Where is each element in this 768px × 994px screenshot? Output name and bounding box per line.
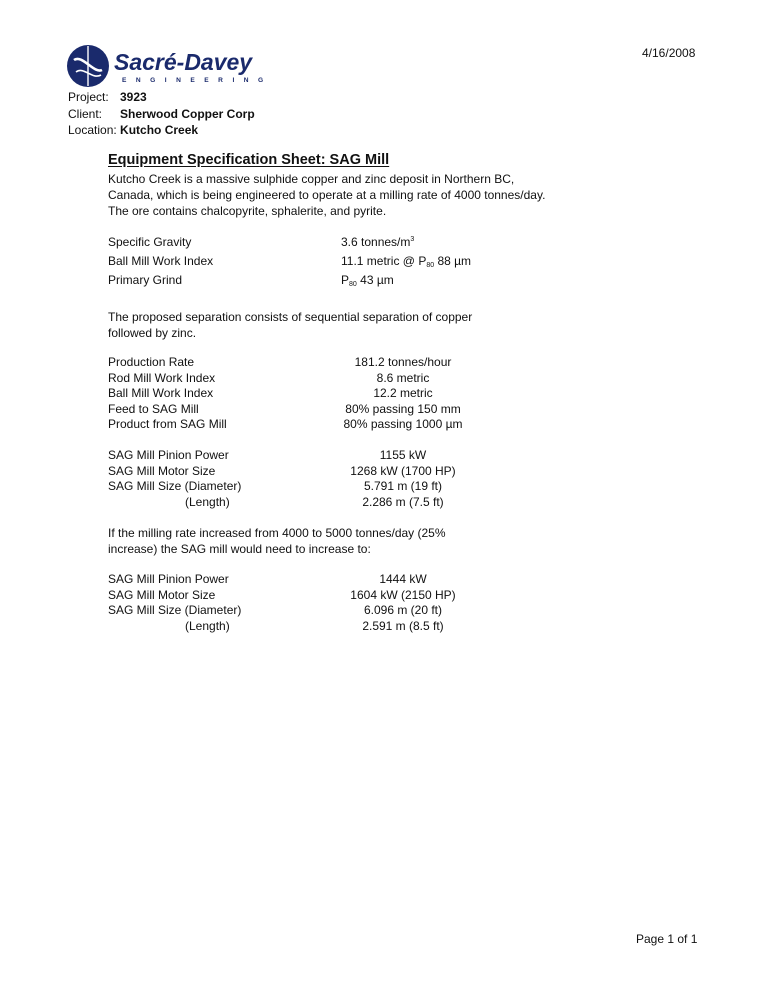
- meta-label: Project:: [68, 90, 109, 104]
- row-label: Feed to SAG Mill: [108, 401, 199, 416]
- table-row: [108, 402, 568, 418]
- row-value: 80% passing 150 mm: [345, 401, 461, 416]
- row-label: Rod Mill Work Index: [108, 370, 216, 385]
- row-value: 2.591 m (8.5 ft): [362, 618, 444, 633]
- meta-label: Location:: [68, 123, 117, 137]
- row-value: 181.2 tonnes/hour: [354, 355, 452, 369]
- row-value: 6.096 m (20 ft): [363, 603, 443, 617]
- intro-line: The ore contains chalcopyrite, sphalerite, and pyrite.: [108, 204, 387, 218]
- increase-line: increase) the SAG mill would need to increase to:: [108, 542, 371, 556]
- meta-client: [68, 106, 255, 123]
- row-label: Product from SAG Mill: [108, 417, 227, 431]
- ore-properties: [108, 235, 568, 292]
- row-value: 5.791 m (19 ft): [363, 479, 443, 493]
- row-value: 2.286 m (7.5 ft): [362, 494, 444, 509]
- table-row: [108, 603, 568, 619]
- row-label: SAG Mill Motor Size: [108, 587, 216, 602]
- meta-value: Sherwood Copper Corp: [120, 106, 255, 121]
- logo-wordmark: Sacré-Davey: [114, 49, 253, 75]
- meta-value: 3923: [120, 90, 147, 104]
- table-row: [108, 417, 568, 433]
- row-label: (Length): [185, 494, 230, 509]
- project-meta: [68, 89, 255, 139]
- row-label: Ball Mill Work Index: [108, 386, 214, 400]
- meta-location: [68, 122, 255, 139]
- row-value: 1268 kW (1700 HP): [350, 463, 456, 478]
- property-value: 3.6 tonnes/$m^3$: [341, 235, 415, 249]
- table-row: [108, 371, 568, 387]
- production-table: [108, 355, 568, 433]
- logo-graphic: [66, 44, 316, 88]
- meta-value: Kutcho Creek: [120, 123, 199, 137]
- row-label: (Length): [185, 618, 230, 633]
- property-value: 11.1 metric @ $P_{80}$ 88 µm: [341, 254, 472, 269]
- meta-project: [68, 89, 255, 106]
- row-value: 1444 kW: [379, 572, 427, 586]
- row-label: SAG Mill Pinion Power: [108, 448, 229, 462]
- row-value: 8.6 metric: [376, 370, 430, 385]
- increase-paragraph: [108, 525, 578, 557]
- table-row: [108, 495, 568, 511]
- sheet-title: Equipment Specification Sheet: SAG Mill: [108, 152, 390, 168]
- row-label: SAG Mill Size (Diameter): [108, 479, 242, 493]
- sag-increased-table: [108, 572, 568, 634]
- row-label: Production Rate: [108, 355, 195, 369]
- increase-line: If the milling rate increased from 4000 to 5000 tonnes/day (25%: [108, 526, 446, 540]
- row-value: 80% passing 1000 µm: [343, 417, 463, 431]
- property-label: Primary Grind: [108, 273, 183, 287]
- table-row: [108, 448, 568, 464]
- table-row: [108, 588, 568, 604]
- row-label: SAG Mill Size (Diameter): [108, 603, 242, 617]
- table-row: [108, 619, 568, 635]
- page-number: Page 1 of 1: [636, 932, 698, 946]
- property-label: Specific Gravity: [108, 235, 192, 249]
- meta-label: Client:: [68, 106, 103, 121]
- separation-line: The proposed separation consists of sequential separation of copper: [108, 310, 473, 324]
- table-row: [108, 355, 568, 371]
- property-label: Ball Mill Work Index: [108, 254, 214, 268]
- row-label: SAG Mill Pinion Power: [108, 572, 229, 586]
- intro-line: Kutcho Creek is a massive sulphide copper and zinc deposit in Northern BC,: [108, 172, 515, 186]
- intro-paragraph: [108, 171, 578, 219]
- intro-line: Canada, which is being engineered to operate at a milling rate of 4000 tonnes/day.: [108, 188, 546, 202]
- row-value: 12.2 metric: [373, 386, 433, 400]
- row-label: SAG Mill Motor Size: [108, 463, 216, 478]
- table-row: [108, 479, 568, 495]
- company-logo: [66, 44, 316, 88]
- row-value: 1155 kW: [379, 448, 427, 462]
- separation-paragraph: [108, 309, 578, 341]
- logo-tagline: ENGINEERING: [122, 77, 273, 84]
- table-row: [108, 572, 568, 588]
- document-date: 4/16/2008: [642, 46, 696, 60]
- table-row: [108, 464, 568, 480]
- sag-current-table: [108, 448, 568, 510]
- ore-property-row: [108, 254, 568, 273]
- row-value: 1604 kW (2150 HP): [350, 587, 456, 602]
- property-value: $P_{80}$ 43 µm: [341, 273, 394, 288]
- separation-line: followed by zinc.: [108, 326, 197, 340]
- ore-property-row: [108, 273, 568, 292]
- ore-property-row: [108, 235, 568, 254]
- table-row: [108, 386, 568, 402]
